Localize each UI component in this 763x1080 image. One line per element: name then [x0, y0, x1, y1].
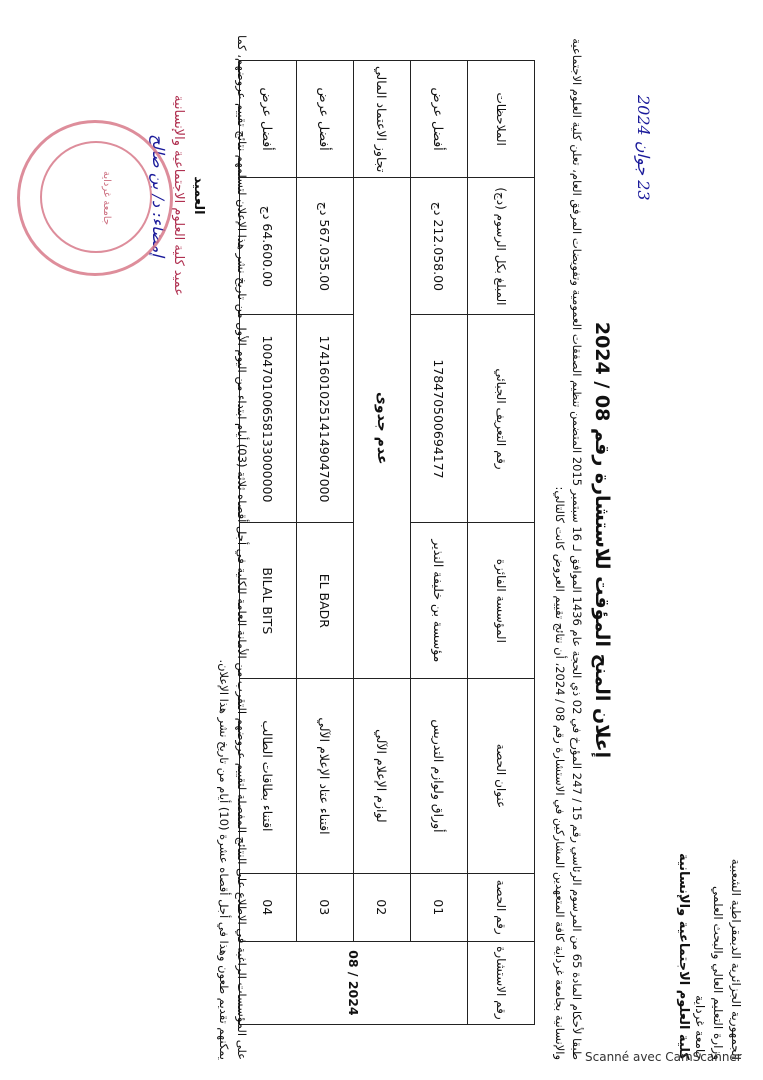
lot-number: 03 — [297, 873, 354, 941]
winning-company: EL BADR — [297, 523, 354, 679]
results-table — [239, 60, 535, 1025]
faculty-name: كلية العلوم الاجتماعية والإنسانية — [676, 852, 691, 1060]
consultation-number-cell: 2024 / 08 — [240, 941, 468, 1024]
institution-header — [691, 859, 745, 1060]
col-lot-number: رقم الحصة — [468, 873, 535, 941]
tax-id: 100470100658133000000 — [240, 315, 297, 523]
lot-title: لوازم الإعلام الآلي — [354, 679, 411, 873]
winning-company: BILAL BITS — [240, 523, 297, 679]
tax-id: 174160102514149047000 — [297, 315, 354, 523]
header-university: جامعة غرداية — [693, 995, 707, 1060]
official-stamp — [17, 120, 173, 276]
winning-company: مؤسسة بن خليفة النذير — [411, 523, 468, 679]
note: تجاوز الاعتماد المالي — [354, 61, 411, 178]
camscanner-watermark: Scanné avec CamScanner — [585, 1050, 742, 1064]
amount: 212.058.00 دج — [411, 178, 468, 315]
stamp-inner-ring — [40, 141, 152, 253]
note: أفضل عرض — [240, 61, 297, 178]
amount: 64.600.00 دج — [240, 178, 297, 315]
col-notes: الملاحظات — [468, 61, 535, 178]
col-consultation-number: رقم الاستشارة — [468, 941, 535, 1024]
unsuccessful-status: عدم جدوى — [354, 178, 411, 679]
table-row — [297, 61, 354, 1025]
lot-number: 04 — [240, 873, 297, 941]
stamp-text: جامعة غرداية — [101, 170, 112, 226]
footer-paragraph: على المؤسسات الراغبة في الاطلاع على النتائج المفصلة لتقييم عروضهم التقرب من الأمانة العامة للكلية في أجل أقصاه ثلاثة (03) أيام ابتداء من اليوم الأول من تاريخ نشر هذا الإعلان لتسلمهم نتائج تقييم عروضهم، كما يمكنهم تقديم طعون وهذا في أجل أقصاه عشرة (10) أيام من تاريخ نشر هذا الإعلان. — [217, 34, 249, 1060]
intro-paragraph: طبقا لأحكام المادة 65 من المرسوم الرئاسي رقم 15 / 247 المؤرخ في 02 ذي الحجة عام 1436 الموافق لـ 16 سبتمبر 2015 المتضمن تنظيم الصفقات العمومية وتفويضات المرفق العام، تعلن كلية العلوم الاجتماعية والإنسانية بجامعة غرداية كافة المتعهدين المشاركين في الاستشارة رقم 08 / 2024، أن نتائج تقييم العروض كانت كالتالي: — [553, 38, 584, 1060]
amount: 567.035.00 دج — [297, 178, 354, 315]
header-ministry: وزارة التعليم العالي والبحث العلمي — [711, 886, 725, 1060]
handwritten-date: 23 جوان 2024 — [634, 95, 653, 201]
tax-id: 178470500694177 — [411, 315, 468, 523]
col-tax-id: رقم التعريف الجبائي — [468, 315, 535, 523]
signatory-title: العميد — [191, 176, 206, 215]
col-amount: المبلغ بكل الرسوم (دج) — [468, 178, 535, 315]
header-republic: الجمهورية الجزائرية الديمقراطية الشعبية — [729, 858, 743, 1060]
signatory-name: عميد كلية العلوم الاجتماعية والإنسانية — [171, 95, 186, 296]
table-row — [354, 61, 411, 1025]
lot-title: أوراق ولوازم التدريس — [411, 679, 468, 873]
lot-number: 02 — [354, 873, 411, 941]
note: أفضل عرض — [297, 61, 354, 178]
lot-number: 01 — [411, 873, 468, 941]
col-lot-title: عنوان الحصة — [468, 679, 535, 873]
lot-title: اقتناء بطاقات الطالب — [240, 679, 297, 873]
lot-title: اقتناء عتاد الإعلام الآلي — [297, 679, 354, 873]
handwritten-signature: إمضاء: د/ بن صالح — [149, 134, 168, 257]
document-title: إعلان المنح المؤقت للاستشارة رقم 08 / 2024 — [591, 321, 613, 759]
note: أفضل عرض — [411, 61, 468, 178]
col-winning-company: المؤسسة الفائزة — [468, 523, 535, 679]
table-header-row — [468, 61, 535, 1025]
table-row — [411, 61, 468, 1025]
